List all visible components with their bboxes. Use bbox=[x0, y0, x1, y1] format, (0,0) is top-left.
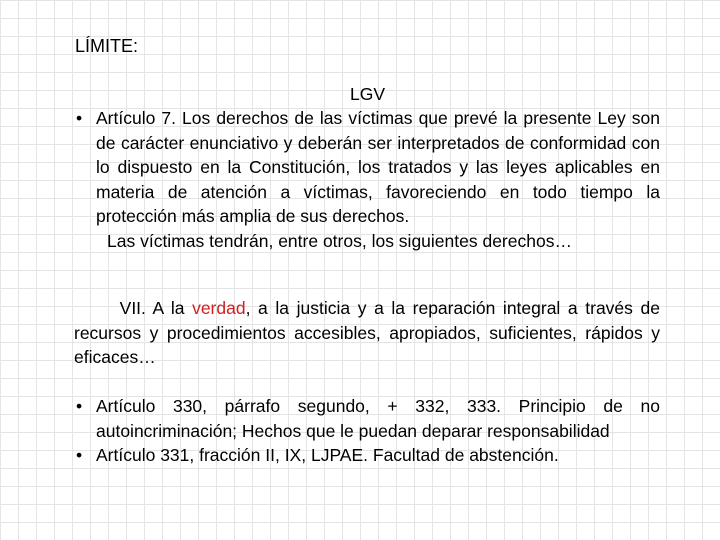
law-name: LGV bbox=[350, 84, 386, 104]
fraction-vii-suffix: , a la justicia y a la reparación integral a través de recursos y procedimientos accesibles, apropiados, suficientes, rápidos y eficaces… bbox=[74, 298, 660, 368]
fraction-vii-prefix: VII. A la bbox=[119, 298, 193, 318]
article-7-block bbox=[76, 106, 660, 254]
reference-item bbox=[76, 394, 660, 443]
article-7-item bbox=[76, 106, 660, 229]
article-7-text: Artículo 7. Los derechos de las víctimas que prevé la presente Ley son de carácter enunciativo y deberán ser interpretados de conformidad con lo dispuesto en la Constitución, los tratados y las leyes aplicables en materia de atención a víctimas, favoreciendo en todo tiempo la protección más amplia de sus derechos. bbox=[96, 108, 660, 227]
reference-text: Artículo 331, fracción II, IX, LJPAE. Facultad de abstención. bbox=[96, 445, 559, 466]
fraction-vii-highlight: verdad bbox=[192, 298, 246, 318]
slide-heading: LÍMITE: bbox=[75, 36, 139, 56]
references-list bbox=[76, 394, 660, 468]
reference-text: Artículo 330, párrafo segundo, + 332, 333. Principio de no autoincriminación; Hechos que le puedan deparar responsabilidad bbox=[96, 396, 660, 441]
bullet-icon: • bbox=[76, 445, 83, 466]
fraction-vii-indent bbox=[74, 298, 120, 318]
bullet-icon: • bbox=[76, 396, 83, 416]
article-7-continuation: Las víctimas tendrán, entre otros, los siguientes derechos… bbox=[107, 230, 572, 251]
fraction-vii-paragraph bbox=[74, 296, 660, 370]
bullet-icon: • bbox=[76, 108, 83, 128]
reference-item bbox=[76, 443, 660, 468]
